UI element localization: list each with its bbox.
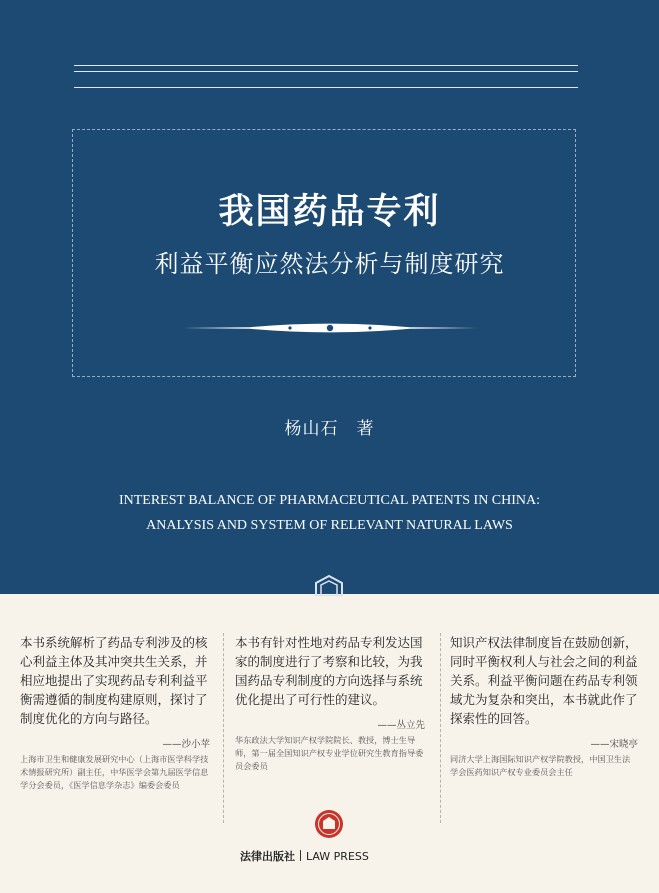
publisher-separator bbox=[300, 850, 301, 861]
endorsement-credentials: 同济大学上海国际知识产权学院教授，中国卫生法学会医药知识产权专业委员会主任 bbox=[450, 754, 631, 777]
author-line: 杨山石 著 bbox=[284, 419, 375, 439]
endorsement-text: 知识产权法律制度旨在鼓励创新，同时平衡权利人与社会之间的利益关系。利益平衡问题在药品专利领域尤为复杂和突出，本书就此作了探索性的回答。 bbox=[450, 635, 638, 726]
publisher-emblem-icon bbox=[312, 574, 346, 596]
book-subtitle: 利益平衡应然法分析与制度研究 bbox=[154, 250, 505, 278]
book-title: 我国药品专利 bbox=[218, 192, 441, 232]
publisher-seal bbox=[0, 804, 659, 844]
endorsement-credentials: 华东政法大学知识产权学院院长、教授，博士生导师，第一届全国知识产权专业学位研究生教育指导委员会委员 bbox=[235, 735, 424, 771]
top-double-rule bbox=[74, 71, 578, 72]
english-title-line: ANALYSIS AND SYSTEM OF RELEVANT NATURAL LAWS bbox=[146, 518, 513, 533]
top-single-rule bbox=[74, 87, 578, 88]
top-double-rule bbox=[74, 65, 578, 66]
publisher-name-cn: 法律出版社 bbox=[240, 850, 295, 863]
endorsement-column bbox=[235, 633, 425, 772]
english-title-line: INTEREST BALANCE OF PHARMACEUTICAL PATENTS IN CHINA: bbox=[118, 493, 541, 508]
endorsement-signature: ——丛立先 bbox=[377, 720, 425, 731]
publisher-mark bbox=[240, 848, 369, 864]
endorsement-signature: ——沙小苹 bbox=[162, 739, 210, 750]
endorsement-credentials: 上海市卫生和健康发展研究中心（上海市医学科学技术情报研究所）副主任，中华医学会第九届医学信息学分会委员，《医学信息学杂志》编委会委员 bbox=[20, 754, 209, 790]
endorsement-signature: ——宋晓亭 bbox=[590, 739, 638, 750]
ornament-divider bbox=[180, 318, 480, 338]
endorsement-text: 本书系统解析了药品专利涉及的核心利益主体及其冲突共生关系，并相应地提出了实现药品专利利益平衡需遵循的制度构建原则，探讨了制度优化的方向与路径。 bbox=[20, 635, 208, 726]
column-divider bbox=[223, 633, 224, 823]
endorsement-text: 本书有针对性地对药品专利发达国家的制度进行了考察和比较，为我国药品专利制度的方向选择与系统优化提出了可行性的建议。 bbox=[235, 635, 423, 707]
endorsement-column bbox=[450, 633, 638, 779]
endorsement-column bbox=[20, 633, 210, 791]
column-divider bbox=[440, 633, 441, 823]
publisher-name-en: LAW PRESS bbox=[306, 850, 369, 863]
